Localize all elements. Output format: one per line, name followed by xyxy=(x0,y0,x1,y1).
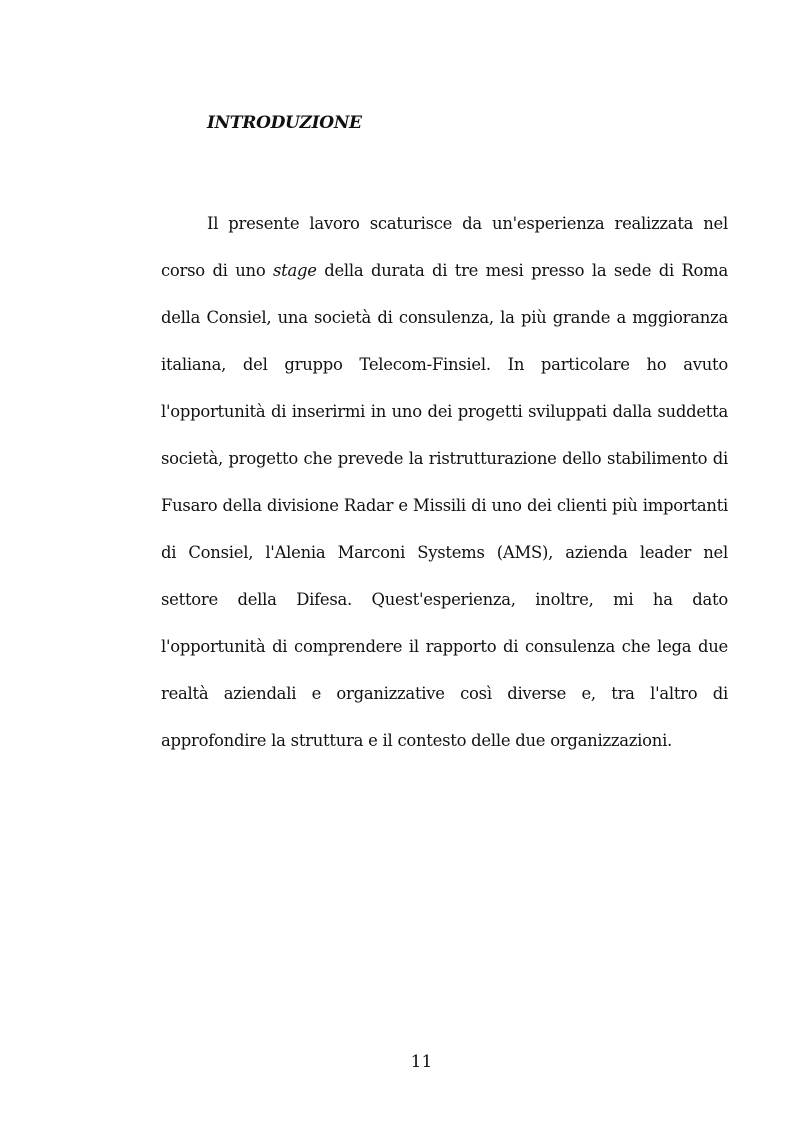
paragraph-text-end: della durata di tre mesi presso la sede di Roma della Consiel, una società di consulenza, la più grande a mggioranza italiana, del gruppo Telecom-Finsiel. In particolare ho avuto l'opportunità di inserirmi in uno dei progetti sviluppati dalla suddetta società, progetto che prevede la ristrutturazione dello stabilimento di Fusaro della divisione Radar e Missili di uno dei clienti più importanti di Consiel, l'Alenia Marconi Systems (AMS), azienda leader nel settore della Difesa. Quest'esperienza, inoltre, mi ha dato l'opportunità di comprendere il rapporto di consulenza che lega due realtà aziendali e organizzative così diverse e, tra l'altro di approfondire la struttura e il contesto delle due organizzazioni. xyxy=(161,261,728,750)
paragraph-text-start: Il presente lavoro scaturisce da un'esperienza realizzata nel corso di uno xyxy=(161,214,728,280)
page-title: INTRODUZIONE xyxy=(207,113,362,133)
body-paragraph xyxy=(161,200,728,764)
italic-term: stage xyxy=(272,261,317,280)
page-number: 11 xyxy=(410,1052,433,1072)
